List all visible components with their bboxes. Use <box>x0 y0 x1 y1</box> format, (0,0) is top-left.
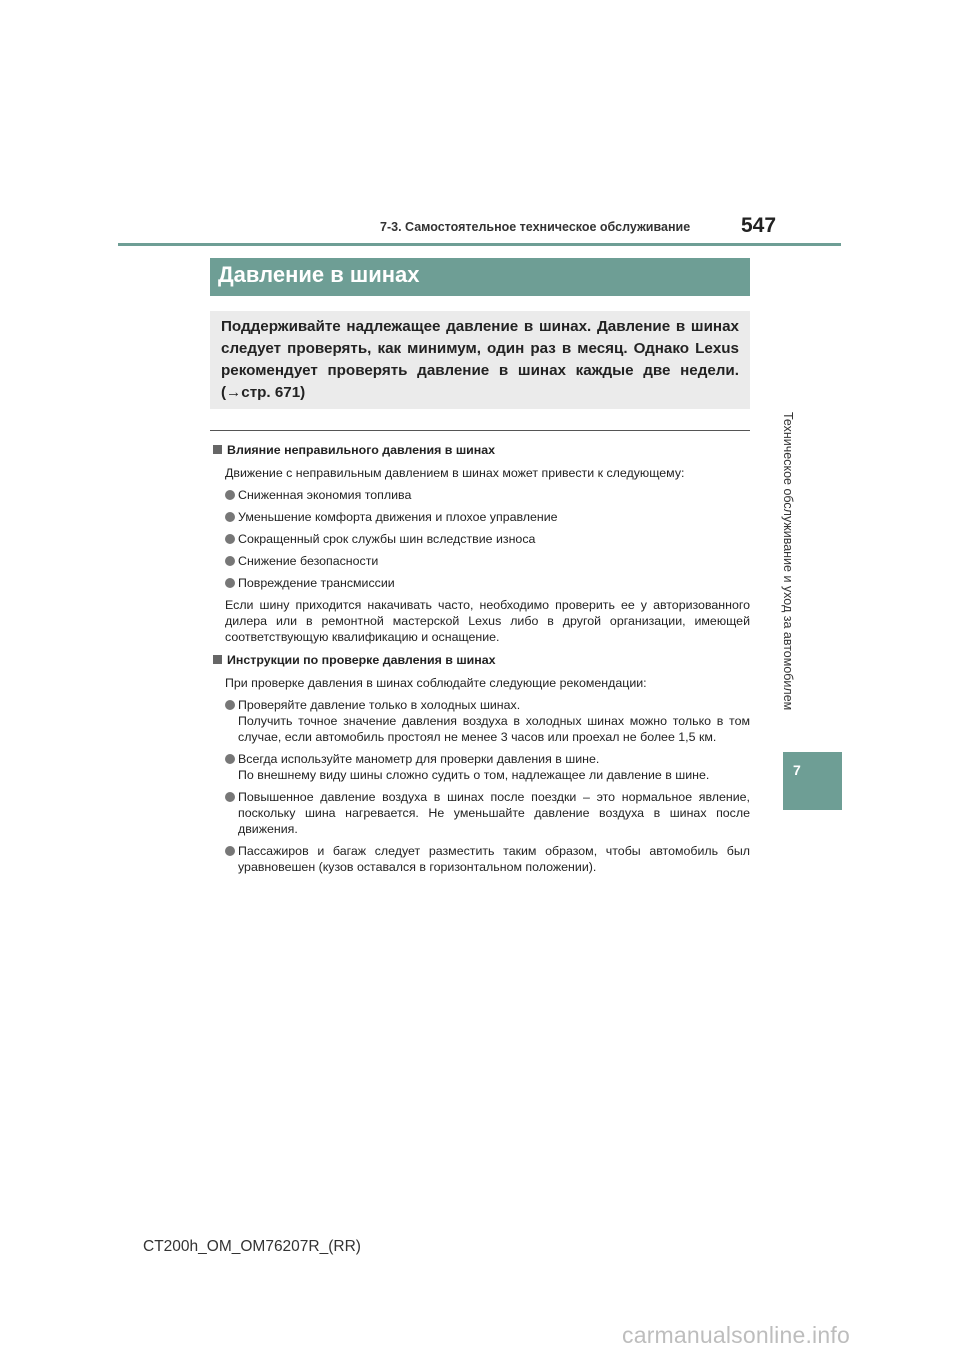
chapter-number: 7 <box>793 762 801 778</box>
list-item-title: Повышенное давление воздуха в шинах после поездки – это нормальное явление, поскольку шина нагревается. Не уменьшайте давление воздуха в шинах после движения. <box>238 790 750 836</box>
list-item-body <box>238 789 750 837</box>
circle-bullet-icon <box>225 754 235 764</box>
subheading-effects <box>210 441 750 459</box>
list-item <box>210 553 750 569</box>
list-item-text: Сниженная экономия топлива <box>238 488 412 502</box>
list-item-text: Повреждение трансмиссии <box>238 576 395 590</box>
list-item-detail: Получить точное значение давления воздуха в холодных шинах можно только в том случае, если автомобиль простоял не менее 3 часов или проехал не более 1,5 км. <box>238 714 750 744</box>
list-item-title: Пассажиров и багаж следует разместить таким образом, чтобы автомобиль был уравновешен (кузов оставался в горизонтальном положении). <box>238 844 750 874</box>
chapter-tab <box>783 752 842 810</box>
subheading-text: Влияние неправильного давления в шинах <box>227 443 496 457</box>
list-item-text: Уменьшение комфорта движения и плохое управление <box>238 510 558 524</box>
chapter-side-title: Техническое обслуживание и уход за автомобилем <box>781 412 795 711</box>
circle-bullet-icon <box>225 512 235 522</box>
circle-bullet-icon <box>225 846 235 856</box>
list-item-title: Проверяйте давление только в холодных шинах. <box>238 698 521 712</box>
page-number: 547 <box>741 214 777 237</box>
list-item-body <box>238 843 750 875</box>
square-bullet-icon <box>213 655 222 664</box>
list-item <box>210 575 750 591</box>
circle-bullet-icon <box>225 700 235 710</box>
list-item <box>210 789 750 837</box>
list-item-title: Всегда используйте манометр для проверки давления в шине. <box>238 752 600 766</box>
paragraph: При проверке давления в шинах соблюдайте следующие рекомендации: <box>225 676 647 690</box>
list-item <box>210 487 750 503</box>
header-rule <box>118 243 841 246</box>
list-item-detail: По внешнему виду шины сложно судить о том, надлежащее ли давление в шине. <box>238 768 710 782</box>
list-item <box>210 751 750 783</box>
list-item-body <box>238 697 750 745</box>
paragraph: Если шину приходится накачивать часто, необходимо проверить ее у авторизованного дилера или в ремонтной мастерской Lexus либо в другой организации, имеющей соответствующую квалификацию и оснащение. <box>225 598 750 644</box>
intro-text: Поддерживайте надлежащее давление в шинах. Давление в шинах следует проверять, как минимум, один раз в месяц. Однако Lexus рекомендует проверять давление в шинах каждые две недели. (→стр. 671) <box>221 318 739 401</box>
subheading-text: Инструкции по проверке давления в шинах <box>227 653 496 667</box>
list-item-text: Сокращенный срок службы шин вследствие износа <box>238 532 536 546</box>
running-header: 7-3. Самостоятельное техническое обслуживание <box>380 220 691 234</box>
document-code: CT200h_OM_OM76207R_(RR) <box>143 1238 361 1255</box>
circle-bullet-icon <box>225 556 235 566</box>
intro-box <box>210 311 750 409</box>
section-title: Давление в шинах <box>218 262 420 287</box>
circle-bullet-icon <box>225 534 235 544</box>
square-bullet-icon <box>213 445 222 454</box>
list-item <box>210 531 750 547</box>
circle-bullet-icon <box>225 578 235 588</box>
circle-bullet-icon <box>225 792 235 802</box>
list-item-body <box>238 751 750 783</box>
subheading-instructions <box>210 651 750 669</box>
watermark: carmanualsonline.info <box>622 1322 850 1348</box>
list-item-text: Снижение безопасности <box>238 554 379 568</box>
list-item <box>210 509 750 525</box>
list-item <box>210 843 750 875</box>
main-content <box>210 441 750 881</box>
paragraph: Движение с неправильным давлением в шинах может привести к следующему: <box>225 466 685 480</box>
circle-bullet-icon <box>225 490 235 500</box>
section-divider <box>210 430 750 431</box>
section-banner <box>210 258 750 296</box>
list-item <box>210 697 750 745</box>
